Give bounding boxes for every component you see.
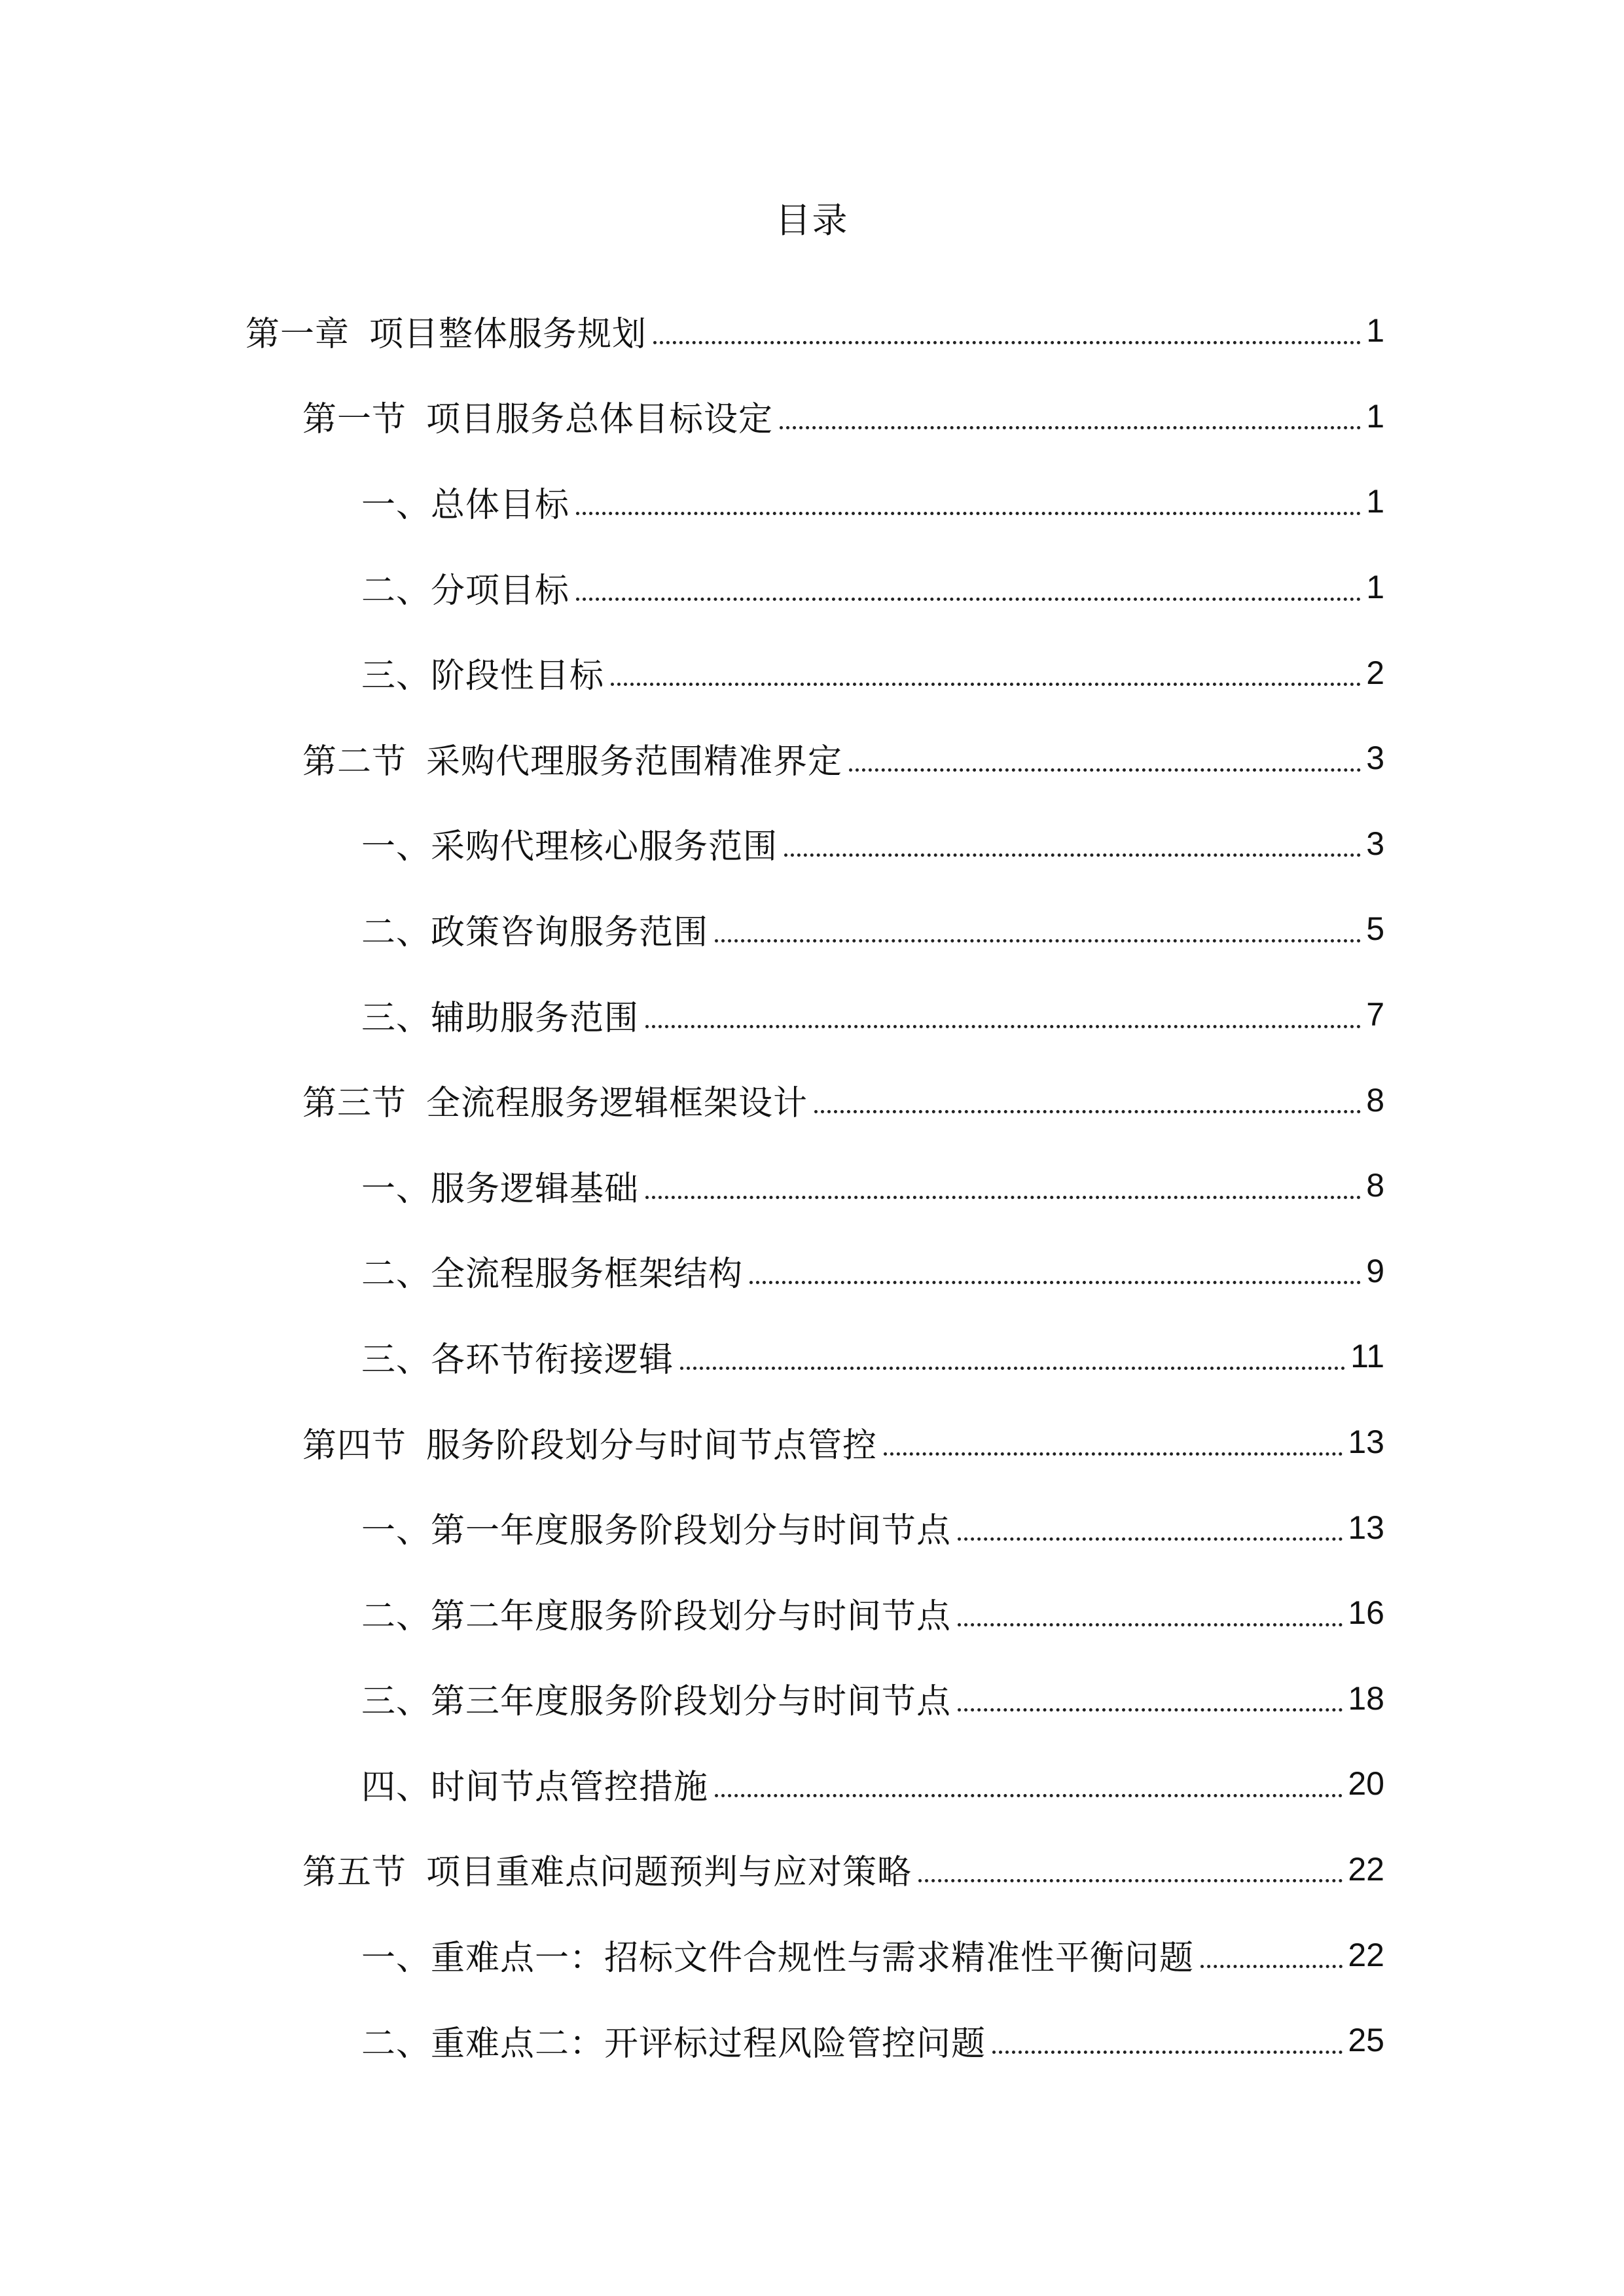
toc-entry-number: 三、 [361,656,431,696]
toc-entry-text: 总体目标 [431,485,570,525]
toc-entry-text: 第二年度服务阶段划分与时间节点 [431,1596,952,1636]
toc-entry-number: 一、 [361,1511,431,1551]
toc-entry-text: 政策咨询服务范围 [431,912,709,952]
toc-entry-subsection[interactable] [361,630,1384,715]
toc-entry-subsection[interactable] [361,1656,1384,1742]
toc-entry-text: 时间节点管控措施 [431,1767,709,1807]
toc-entry-text: 重难点一：招标文件合规性与需求精准性平衡问题 [431,1939,1195,1979]
toc-entry-page: 11 [1350,1338,1384,1375]
toc-entry-subsection[interactable] [361,801,1384,887]
toc-entry-section-1[interactable] [302,374,1384,459]
toc-entry-section-2[interactable] [302,715,1384,801]
toc-entry-subsection[interactable] [361,545,1384,630]
toc-entry-number: 第四节 [302,1426,407,1465]
toc-entry-text: 采购代理核心服务范围 [431,827,778,867]
dot-leader [576,598,1361,601]
toc-entry-number: 四、 [361,1767,431,1807]
toc-entry-text: 项目整体服务规划 [369,314,647,354]
toc-entry-subsection[interactable] [361,1314,1384,1399]
toc-entry-page: 8 [1366,1167,1384,1204]
toc-entry-text: 辅助服务范围 [431,998,640,1038]
toc-entry-page: 3 [1366,740,1384,777]
toc-entry-page: 13 [1348,1424,1384,1461]
toc-entry-section-3[interactable] [302,1057,1384,1143]
toc-entry-section-4[interactable] [302,1399,1384,1485]
toc-entry-text: 全流程服务框架结构 [431,1255,744,1295]
toc-entry-subsection[interactable] [361,459,1384,545]
dot-leader [780,426,1361,429]
dot-leader [749,1281,1361,1284]
toc-entry-number: 一、 [361,485,431,525]
toc-entry-subsection[interactable] [361,1998,1384,2083]
toc-entry-number: 二、 [361,912,431,952]
dot-leader [715,1794,1343,1797]
dot-leader [645,1025,1361,1028]
toc-entry-text: 采购代理服务范围精准界定 [426,742,843,781]
toc-entry-number: 第一节 [302,400,407,440]
dot-leader [958,1537,1343,1541]
toc-entry-number: 三、 [361,1340,431,1380]
toc-entry-page: 18 [1348,1679,1384,1717]
toc-entry-page: 5 [1366,910,1384,948]
toc-entry-page: 7 [1366,996,1384,1033]
toc-entry-text: 分项目标 [431,571,570,611]
toc-entry-text: 全流程服务逻辑框架设计 [426,1084,808,1124]
toc-entry-subsection[interactable] [361,1741,1384,1827]
dot-leader [992,2051,1343,2054]
toc-entry-number: 第三节 [302,1084,407,1124]
toc-entry-page: 25 [1348,2022,1384,2059]
toc-entry-page: 3 [1366,825,1384,862]
toc-entry-number: 一、 [361,827,431,867]
dot-leader [576,512,1361,515]
toc-entry-page: 20 [1348,1765,1384,1803]
toc-entry-number: 一、 [361,1169,431,1209]
toc-entry-page: 1 [1366,312,1384,350]
toc-entry-page: 2 [1366,654,1384,691]
toc-entry-section-5[interactable] [302,1827,1384,1912]
toc-entry-page: 22 [1348,1936,1384,1973]
toc-entry-page: 9 [1366,1252,1384,1289]
toc-entry-subsection[interactable] [361,1570,1384,1656]
dot-leader [849,768,1361,772]
toc-entry-number: 二、 [361,2024,431,2064]
toc-entry-number: 三、 [361,998,431,1038]
toc-entry-subsection[interactable] [361,1229,1384,1314]
toc-entry-text: 第三年度服务阶段划分与时间节点 [431,1682,952,1722]
toc-entry-text: 项目重难点问题预判与应对策略 [426,1853,912,1893]
toc-entry-text: 服务阶段划分与时间节点管控 [426,1426,878,1465]
dot-leader [784,853,1361,857]
toc-entry-number: 三、 [361,1682,431,1722]
toc-entry-text: 服务逻辑基础 [431,1169,640,1209]
toc-entry-number: 二、 [361,1255,431,1295]
toc-title: 目录 [775,200,849,241]
toc-entry-subsection[interactable] [361,1912,1384,1998]
toc-entry-text: 项目服务总体目标设定 [426,400,774,440]
toc-entry-text: 各环节衔接逻辑 [431,1340,674,1380]
toc-entry-page: 13 [1348,1509,1384,1546]
toc-entry-page: 22 [1348,1850,1384,1888]
toc-entry-page: 1 [1366,569,1384,606]
toc-entry-subsection[interactable] [361,886,1384,972]
toc-entry-number: 第一章 [245,314,350,354]
dot-leader [814,1110,1361,1113]
toc-entry-chapter-1[interactable] [245,288,1384,374]
toc-entry-number: 一、 [361,1939,431,1979]
dot-leader [918,1879,1343,1882]
toc-entry-number: 第二节 [302,742,407,781]
dot-leader [715,939,1361,942]
dot-leader [611,683,1361,686]
dot-leader [1200,1965,1343,1968]
toc-entry-subsection[interactable] [361,1143,1384,1229]
toc-entry-text: 第一年度服务阶段划分与时间节点 [431,1511,952,1551]
toc-entry-subsection[interactable] [361,1484,1384,1570]
dot-leader [680,1367,1345,1370]
toc-entry-page: 1 [1366,483,1384,520]
dot-leader [958,1623,1343,1626]
dot-leader [958,1708,1343,1712]
dot-leader [884,1452,1343,1456]
toc-entry-number: 二、 [361,1596,431,1636]
toc-entry-text: 重难点二：开评标过程风险管控问题 [431,2024,986,2064]
toc-entry-subsection[interactable] [361,972,1384,1058]
toc-entry-page: 1 [1366,397,1384,435]
toc-list [0,288,1624,2083]
toc-entry-page: 16 [1348,1594,1384,1632]
dot-leader [645,1196,1361,1199]
toc-entry-number: 二、 [361,571,431,611]
dot-leader [653,341,1361,344]
toc-entry-text: 阶段性目标 [431,656,605,696]
toc-entry-number: 第五节 [302,1853,407,1893]
toc-entry-page: 8 [1366,1081,1384,1119]
